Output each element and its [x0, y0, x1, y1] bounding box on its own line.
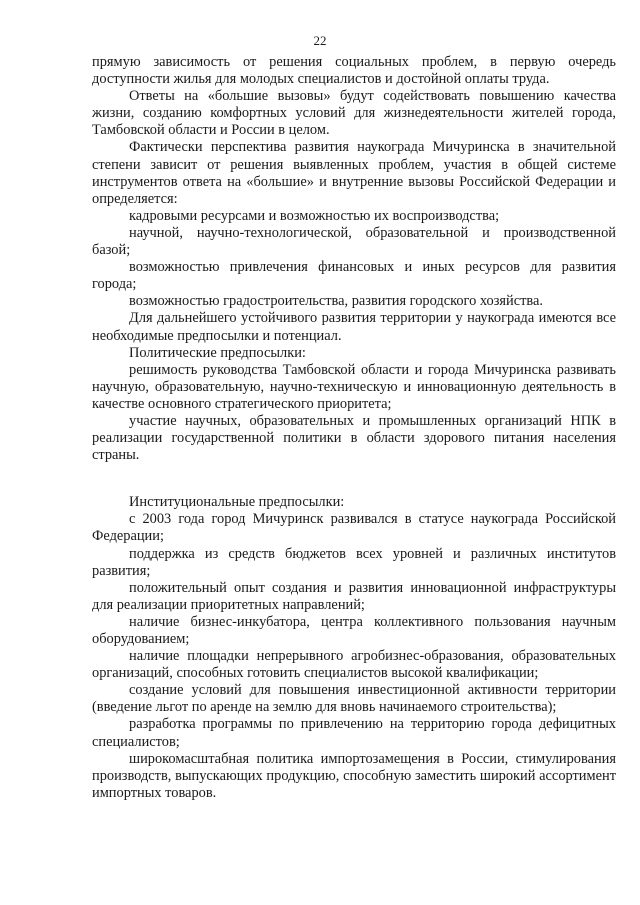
list-item-investment-conditions: создание условий для повышения инвестиционной активности территории (введение льгот по аренде на землю для вновь начинаемого строительства);	[92, 682, 616, 716]
list-item-specialists-program: разработка программы по привлечению на территорию города дефицитных специалистов;	[92, 716, 616, 750]
list-item-urban-planning: возможностью градостроительства, развития городского хозяйства.	[129, 293, 543, 310]
list-item-scientific-base: научной, научно-технологической, образовательной и производственной базой;	[92, 224, 616, 259]
list-item-npk-participation: участие научных, образовательных и промышленных организаций НПК в реализации государственной политики в области здорового питания населения страны.	[92, 412, 616, 464]
list-item-naukograd-status: с 2003 года город Мичуринск развивался в статусе наукограда Российской Федерации;	[92, 511, 616, 545]
list-item-agribusiness-education: наличие площадки непрерывного агробизнес-образования, образовательных организаций, способных готовить специалистов высокой квалификации;	[92, 648, 616, 682]
section-spacer	[92, 464, 616, 494]
paragraph-big-challenges: Ответы на «большие вызовы» будут содействовать повышению качества жизни, созданию комфортных условий для жизнедеятельности жителей города, Тамбовской области и России в целом.	[92, 88, 616, 139]
list-item-budget-support: поддержка из средств бюджетов всех уровней и различных институтов развития;	[92, 545, 616, 579]
list-item-business-incubator: наличие бизнес-инкубатора, центра коллективного пользования научным оборудованием;	[92, 613, 616, 647]
page-number: 22	[313, 33, 327, 48]
list-item-innovation-infrastructure: положительный опыт создания и развития инновационной инфраструктуры для реализации приоритетных направлений;	[92, 579, 616, 613]
document-body	[92, 54, 616, 802]
list-item-leadership-resolve: решимость руководства Тамбовской области и города Мичуринска развивать научную, образовательную, научно-техническую и инновационную деятельность в качестве основного стратегического приоритета;	[92, 361, 616, 412]
list-item-import-substitution: широкомасштабная политика импортозамещения в России, стимулирования производств, выпускающих продукцию, способную заместить широкий ассортимент импортных товаров.	[92, 750, 616, 801]
list-item-financial-resources: возможностью привлечения финансовых и иных ресурсов для развития города;	[92, 259, 616, 293]
heading-institutional-prerequisites: Институциональные предпосылки:	[129, 494, 345, 511]
paragraph-development-prospects: Фактически перспектива развития наукограда Мичуринска в значительной степени зависит от решения выявленных проблем, участия в общей системе инструментов ответа на «большие» и внутренние вызовы Российской Федерации и определяется:	[92, 139, 616, 207]
paragraph-prerequisites: Для дальнейшего устойчивого развития территории у наукограда имеются все необходимые предпосылки и потенциал.	[92, 310, 616, 344]
heading-political-prerequisites: Политические предпосылки:	[129, 344, 306, 361]
list-item-human-resources: кадровыми ресурсами и возможностью их воспроизводства;	[129, 207, 500, 224]
paragraph-continuation: прямую зависимость от решения социальных проблем, в первую очередь доступности жилья для молодых специалистов и достойной оплаты труда.	[92, 54, 616, 88]
